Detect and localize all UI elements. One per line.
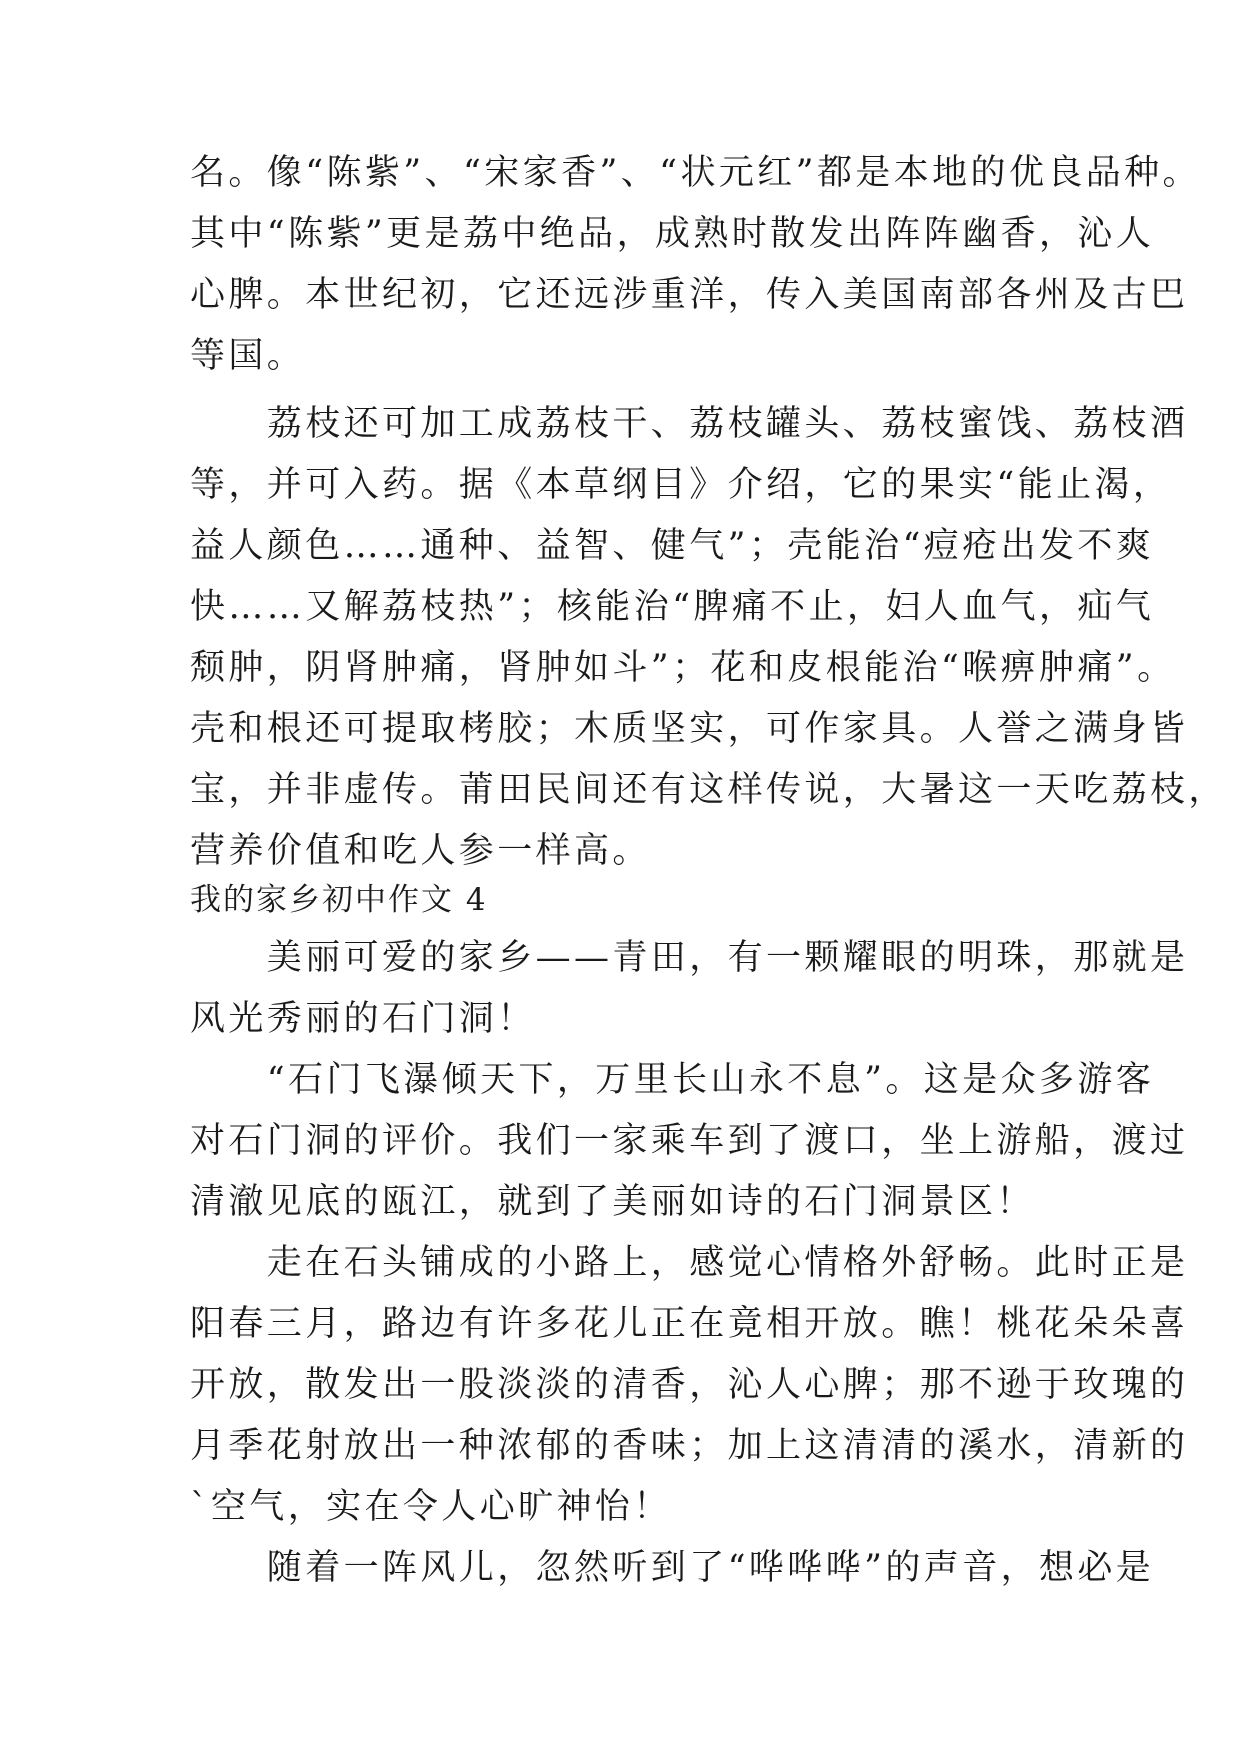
section-heading: 我的家乡初中作文 4 [190,882,488,918]
paragraph-2 [190,394,1227,882]
text-line: 颓肿，阴肾肿痛，肾肿如斗”；花和皮根能治“喉痹肿痛”。 [190,648,1176,688]
text-line: 风光秀丽的石门洞！ [190,999,536,1039]
paragraph-1 [190,143,1201,387]
text-line: 其中“陈紫”更是荔中绝品，成熟时散发出阵阵幽香，沁人 [190,214,1155,254]
text-line: 阳春三月，路边有许多花儿正在竟相开放。瞧！桃花朵朵喜 [190,1304,1189,1344]
text-line: 快……又解荔枝热”；核能治“脾痛不止，妇人血气，疝气 [190,587,1155,627]
text-line: 清澈见底的瓯江，就到了美丽如诗的石门洞景区！ [190,1182,1035,1222]
text-line: 等，并可入药。据《本草纲目》介绍，它的果实“能止渴， [190,465,1172,505]
text-line: 月季花射放出一种浓郁的香味；加上这清清的溪水，清新的 [190,1426,1189,1466]
text-line: 名。像“陈紫”、“宋家香”、“状元红”都是本地的优良品种。 [190,153,1201,193]
paragraph-6 [190,1538,1155,1599]
paragraph-3 [190,928,1189,1050]
text-line: 宝，并非虚传。莆田民间还有这样传说，大暑这一天吃荔枝， [190,770,1227,810]
text-line: 荔枝还可加工成荔枝干、荔枝罐头、荔枝蜜饯、荔枝酒 [190,404,1189,444]
text-line: `空气，实在令人心旷神怡！ [190,1487,672,1527]
text-line: 心脾。本世纪初，它还远涉重洋，传入美国南部各州及古巴 [190,275,1189,315]
text-line: 美丽可爱的家乡——青田，有一颗耀眼的明珠，那就是 [190,938,1189,978]
text-line: 壳和根还可提取栲胶；木质坚实，可作家具。人誉之满身皆 [190,709,1189,749]
text-line: 走在石头铺成的小路上，感觉心情格外舒畅。此时正是 [190,1243,1189,1283]
text-line: 等国。 [190,336,306,376]
text-line: 开放，散发出一股淡淡的清香，沁人心脾；那不逊于玫瑰的 [190,1365,1189,1405]
paragraph-5 [190,1233,1189,1538]
text-line: 对石门洞的评价。我们一家乘车到了渡口，坐上游船，渡过 [190,1121,1189,1161]
text-line: “石门飞瀑倾天下，万里长山永不息”。这是众多游客 [190,1060,1155,1100]
text-line: 营养价值和吃人参一样高。 [190,831,651,871]
text-line: 益人颜色……通种、益智、健气”；壳能治“痘疮出发不爽 [190,526,1155,566]
text-line: 随着一阵风儿，忽然听到了“哗哗哗”的声音，想必是 [190,1548,1155,1588]
paragraph-4 [190,1050,1189,1233]
